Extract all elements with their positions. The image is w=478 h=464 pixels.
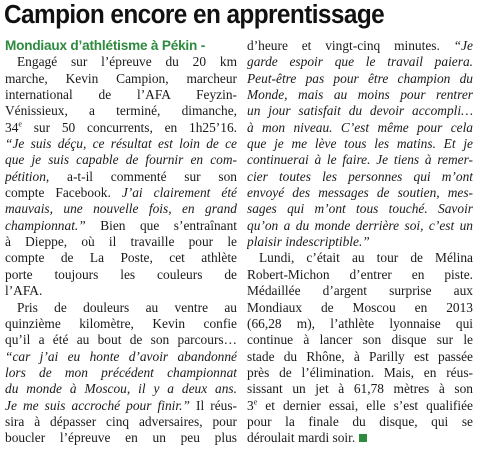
- right-column-line: Robert-Michon d’entrer en piste.: [247, 266, 473, 282]
- right-column-line: pour la finale du disque, qui se: [247, 413, 473, 429]
- left-column-line: sira à dépasser cinq adversaires, pour: [5, 413, 237, 429]
- left-column-line: compte Facebook. J’ai clairement été: [5, 185, 237, 201]
- left-column-text: [5, 54, 237, 446]
- right-column-line: à mon niveau. C’est même pour cela: [247, 119, 473, 135]
- right-column-line: Peut-être pas pour être champion du: [247, 70, 473, 86]
- right-column-line: plaisir indescriptible.”: [247, 234, 370, 250]
- article-column-right: [247, 38, 473, 447]
- right-column-line: d’heure et vingt-cinq minutes. “Je: [247, 38, 473, 53]
- kicker-line: [5, 38, 237, 54]
- right-column-line: envoyé des messages de soutien, mes-: [247, 185, 473, 201]
- left-column-line: quinzième kilomètre, Kevin confie: [5, 315, 237, 331]
- left-column-line: à Dieppe, où il travaille pour le: [5, 234, 237, 250]
- left-column-line: Je me suis accroché pour finir.” Il réus-: [5, 397, 237, 413]
- right-column-line: un jour satisfait du devoir accompli…: [247, 103, 473, 119]
- article-headline: Campion encore en apprentissage: [4, 1, 385, 29]
- left-column-line: l’AFA.: [5, 283, 43, 299]
- article-kicker: Mondiaux d’athlétisme à Pékin -: [5, 38, 206, 53]
- right-column-line: Mondiaux de Moscou en 2013: [247, 299, 473, 315]
- right-column-line: stade du Rhône, à Parilly est passée: [247, 348, 473, 364]
- end-of-article-square-icon: [359, 434, 367, 442]
- right-column-line: continue à lancer son disque sur le: [247, 332, 473, 348]
- left-column-line: 34e sur 50 concurrents, en 1h25’16.: [5, 119, 237, 135]
- left-column-line: international de l’AFA Feyzin-: [5, 87, 237, 103]
- right-column-line: près de l’élimination. Mais, en réus-: [247, 364, 473, 380]
- left-column-line: du monde à Moscou, il y a deux ans.: [5, 381, 237, 397]
- right-column-line: Lundi, c’était au tour de Mélina: [259, 250, 473, 266]
- right-column-line: 3e et dernier essai, elle s’est qualifiée: [247, 397, 473, 413]
- right-column-line: déroulait mardi soir.: [247, 430, 473, 446]
- left-column-line: porte toujours les couleurs de: [5, 266, 237, 282]
- right-column-line: Monde, mais au moins pour rentrer: [247, 87, 473, 103]
- left-column-line: marche, Kevin Campion, marcheur: [5, 70, 237, 86]
- right-column-line: cier toutes les personnes qui m’ont: [247, 168, 473, 184]
- right-column-line: Médaillée d’argent surprise aux: [247, 283, 473, 299]
- left-column-line: pétition, a-t-il commenté sur son: [5, 168, 237, 184]
- left-column-line: que je suis capable de fournir en com-: [5, 152, 237, 168]
- left-column-line: Pris de douleurs au ventre au: [17, 299, 237, 315]
- left-column-line: Vénissieux, a terminé, dimanche,: [5, 103, 237, 119]
- right-column-text: [247, 38, 473, 447]
- right-column-line: qu’on a du monde derrière soi, c’est un: [247, 217, 473, 233]
- right-column-line: (66,28 m), l’athlète lyonnaise qui: [247, 315, 473, 331]
- left-column-line: compte de La Poste, cet athlète: [5, 250, 237, 266]
- left-column-line: qu’il a été au bout de son parcours…: [5, 332, 237, 348]
- article-column-left: [5, 38, 237, 447]
- right-column-line: sissant un jet à 61,78 mètres à son: [247, 381, 473, 397]
- left-column-line: mauvais, une nouvelle fois, en grand: [5, 201, 237, 217]
- left-column-line: boucler l’épreuve en un peu plus: [5, 430, 237, 446]
- right-column-line: sages qui m’ont tous touché. Savoir: [247, 201, 473, 217]
- left-column-line: “Je suis déçu, ce résultat est loin de ce: [5, 136, 237, 152]
- right-column-line: garde espoir que le travail paiera.: [247, 54, 473, 70]
- right-column-line: continuerai à le faire. Je tiens à remer-: [247, 152, 473, 168]
- left-column-line: Engagé sur l’épreuve du 20 km: [17, 54, 237, 70]
- left-column-line: championnat.” Bien que s’entraînant: [5, 217, 237, 233]
- right-column-line: que je me lève tous les matins. Et je: [247, 136, 473, 152]
- left-column-line: lors de mon précédent championnat: [5, 364, 237, 380]
- left-column-line: “car j’ai eu honte d’avoir abandonné: [5, 348, 237, 364]
